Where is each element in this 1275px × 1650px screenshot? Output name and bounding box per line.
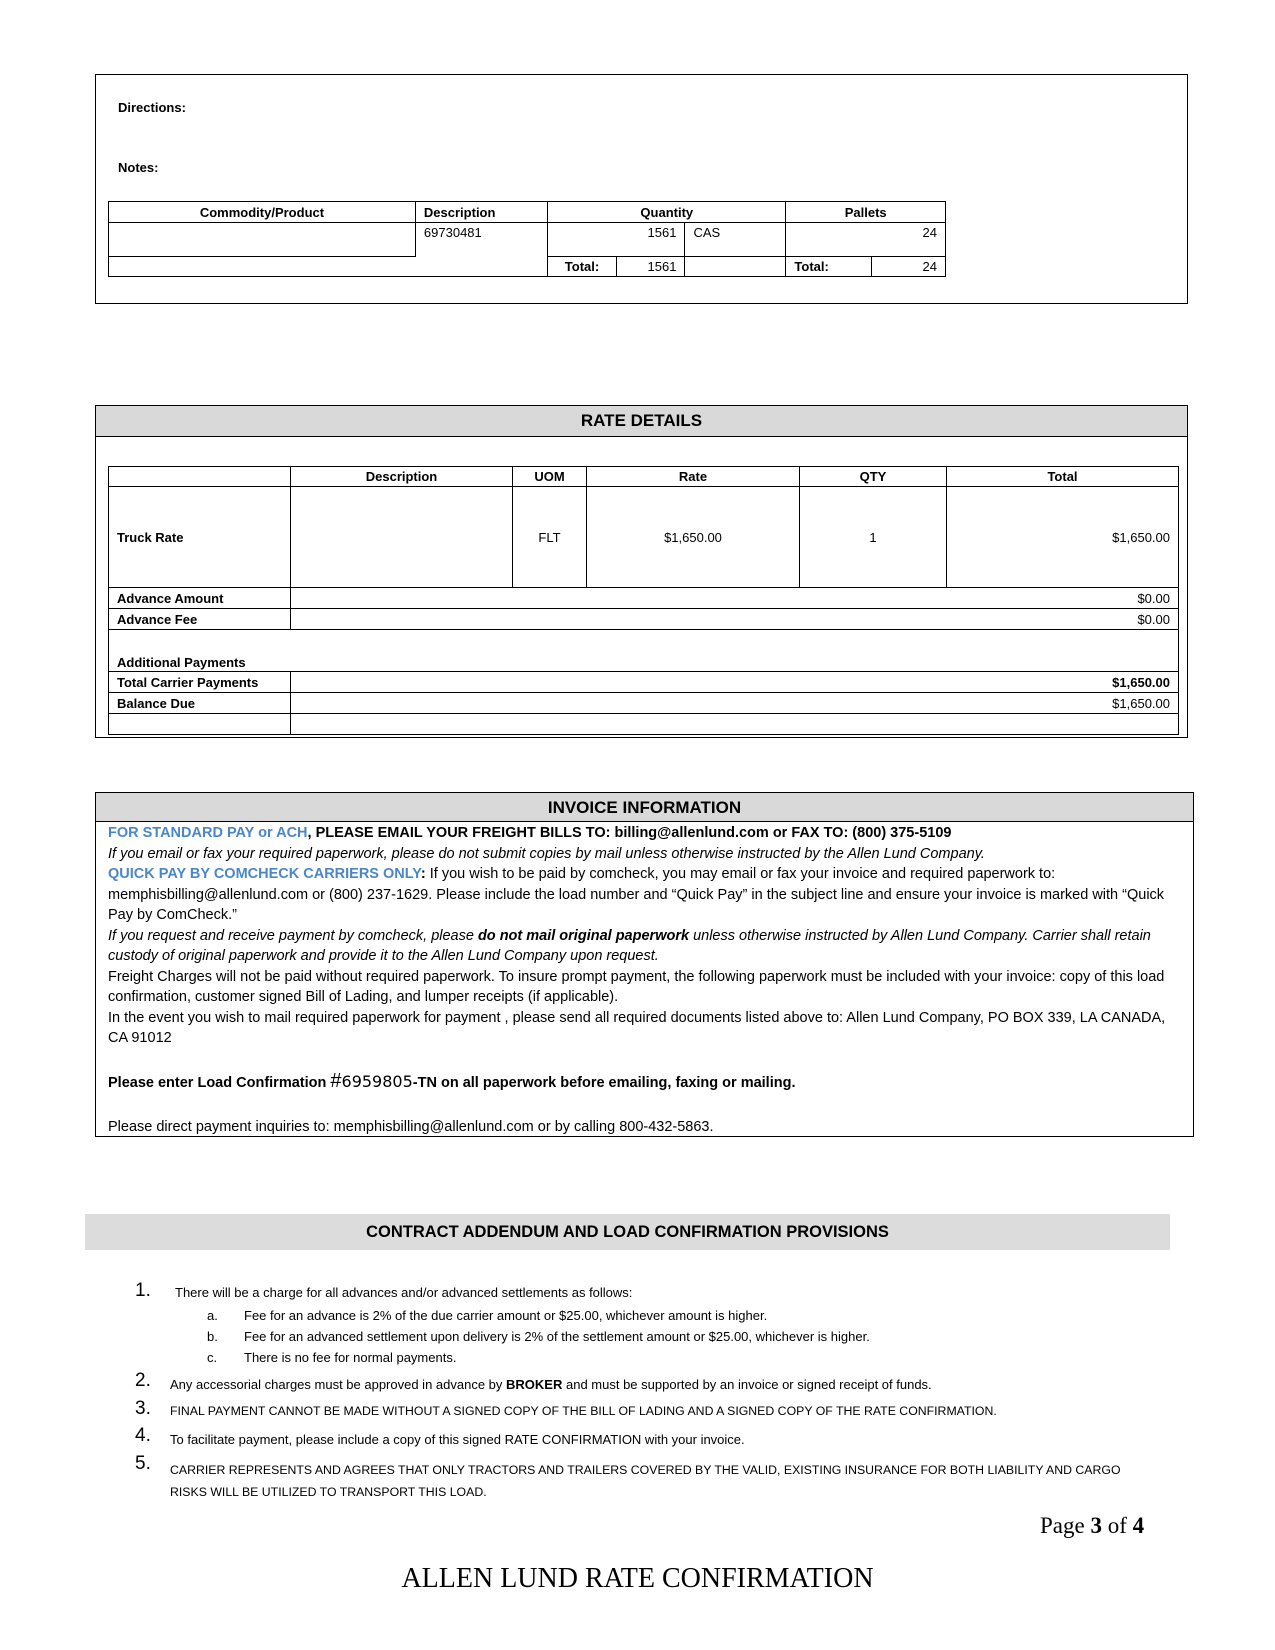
provision-text-3: FINAL PAYMENT CANNOT BE MADE WITHOUT A SIGNED COPY OF THE BILL OF LADING AND A SIGNED COPY OF THE RATE CONFIRMATION. xyxy=(170,1404,997,1418)
description-header: Description xyxy=(415,202,547,223)
comcheck-paragraph xyxy=(108,926,1183,967)
provision-text-1: There will be a charge for all advances and/or advanced settlements as follows: xyxy=(175,1285,633,1300)
quick-pay-label: QUICK PAY BY COMCHECK CARRIERS ONLY xyxy=(108,866,421,882)
commodity-header: Commodity/Product xyxy=(109,202,416,223)
freight-charges-paragraph: Freight Charges will not be paid without required paperwork. To insure prompt payment, the following paperwork must be included with your invoice: copy of this load confirmation, customer signed Bill of Lading, and lumper receipts (if applicable). xyxy=(108,968,1165,1005)
quantity-total-label: Total: xyxy=(548,257,617,277)
total-unit-blank-cell xyxy=(685,257,786,277)
truck-rate-description xyxy=(291,487,513,588)
provision-number-1: 1. xyxy=(135,1280,151,1301)
truck-rate-rate: $1,650.00 xyxy=(587,487,800,588)
commodity-cell xyxy=(109,223,416,257)
rate-blank-cell-1 xyxy=(109,714,291,735)
rate-description-header: Description xyxy=(291,467,513,487)
quantity-header: Quantity xyxy=(548,202,786,223)
load-confirmation-hash: # xyxy=(330,1069,342,1092)
additional-payments-label: Additional Payments xyxy=(109,630,1179,672)
provisions-title: CONTRACT ADDENDUM AND LOAD CONFIRMATION PROVISIONS xyxy=(85,1214,1170,1250)
comcheck-text-bold: do not mail original paperwork xyxy=(477,927,690,944)
rate-blank-header xyxy=(109,467,291,487)
truck-rate-uom: FLT xyxy=(513,487,587,588)
page-prefix: Page xyxy=(1040,1513,1091,1538)
load-confirmation-text-2: -TN on all paperwork before emailing, faxing or mailing. xyxy=(412,1074,796,1091)
truck-rate-total: $1,650.00 xyxy=(947,487,1179,588)
standard-pay-note: If you email or fax your required paperwork, please do not submit copies by mail unless otherwise instructed by the Allen Lund Company. xyxy=(108,845,985,862)
total-header: Total xyxy=(947,467,1179,487)
mail-paragraph: In the event you wish to mail required paperwork for payment , please send all required documents listed above to: Allen Lund Company, PO BOX 339, LA CANADA, CA 91012 xyxy=(108,1009,1166,1046)
provision-number-2: 2. xyxy=(135,1370,151,1391)
load-confirmation-number: 6959805 xyxy=(341,1071,413,1091)
total-carrier-payments-label: Total Carrier Payments xyxy=(109,672,291,693)
payment-inquiries: Please direct payment inquiries to: memphisbilling@allenlund.com or by calling 800-432-5863. xyxy=(108,1119,714,1135)
load-confirmation-line xyxy=(108,1071,1183,1094)
sub-item-letter-c: c. xyxy=(207,1350,218,1365)
provision-number-5: 5. xyxy=(135,1453,151,1474)
unit-cell: CAS xyxy=(685,223,786,257)
provision-text-2a: Any accessorial charges must be approved in advance by xyxy=(170,1377,507,1392)
load-confirmation-text-1: Please enter Load Confirmation xyxy=(108,1074,331,1091)
provision-text-2b: and must be supported by an invoice or signed receipt of funds. xyxy=(562,1377,932,1392)
provision-text-5: CARRIER REPRESENTS AND AGREES THAT ONLY TRACTORS AND TRAILERS COVERED BY THE VALID, EXISTING INSURANCE FOR BOTH LIABILITY AND CARGO RISKS WILL BE UTILIZED TO TRANSPORT THIS LOAD. xyxy=(170,1463,1121,1499)
standard-pay-instructions: , PLEASE EMAIL YOUR FREIGHT BILLS TO: billing@allenlund.com or FAX TO: (800) 375-5109 xyxy=(307,825,952,841)
provision-number-3: 3. xyxy=(135,1398,151,1419)
provision-number-4: 4. xyxy=(135,1425,151,1446)
pallets-total-label: Total: xyxy=(786,257,872,277)
comcheck-text-2: unless otherwise instructed by Allen Lund Company. Carrier shall retain custody of original paperwork and provide it to the Allen Lund Company upon request. xyxy=(108,927,1151,964)
quick-pay-paragraph xyxy=(108,864,1183,926)
provision-text-2-bold: BROKER xyxy=(506,1377,563,1392)
page-current: 3 xyxy=(1090,1513,1102,1538)
rate-table xyxy=(108,466,1179,735)
quantity-cell: 1561 xyxy=(548,223,685,257)
advance-fee-label: Advance Fee xyxy=(109,609,291,630)
pallets-header: Pallets xyxy=(786,202,946,223)
rate-details-section xyxy=(95,405,1188,738)
commodity-table xyxy=(108,201,946,277)
page-number xyxy=(1040,1513,1144,1539)
provision-text-2 xyxy=(170,1377,932,1392)
qty-header: QTY xyxy=(800,467,947,487)
quick-pay-text: If you wish to be paid by comcheck, you may email or fax your invoice and required paperwork to: memphisbilling@allenlund.com or (800) 237-1629. Please include the load number and “Quick Pay” in the subject line and ensure your invoice is marked with “Quick Pay by ComCheck.” xyxy=(108,866,1165,923)
uom-header: UOM xyxy=(513,467,587,487)
comcheck-text-1: If you request and receive payment by comcheck, please xyxy=(108,927,478,944)
shipment-section xyxy=(95,74,1188,304)
invoice-section xyxy=(95,792,1194,1137)
description-cell: 69730481 xyxy=(415,223,547,257)
sub-item-letter-b: b. xyxy=(207,1329,218,1344)
rate-details-title: RATE DETAILS xyxy=(96,406,1187,437)
total-blank-cell xyxy=(109,257,548,277)
sub-item-text-c: There is no fee for normal payments. xyxy=(244,1350,457,1365)
quick-pay-colon: : xyxy=(420,866,426,882)
pallets-cell: 24 xyxy=(786,223,946,257)
rate-blank-cell-2 xyxy=(291,714,1179,735)
truck-rate-qty: 1 xyxy=(800,487,947,588)
balance-due-value: $1,650.00 xyxy=(291,693,1179,714)
sub-item-text-b: Fee for an advanced settlement upon delivery is 2% of the settlement amount or $25.00, whichever is higher. xyxy=(244,1329,870,1344)
sub-item-text-a: Fee for an advance is 2% of the due carrier amount or $25.00, whichever amount is higher. xyxy=(244,1308,768,1323)
page-of: of xyxy=(1101,1513,1133,1538)
pallets-total-value: 24 xyxy=(872,257,946,277)
page-total: 4 xyxy=(1132,1513,1145,1538)
invoice-body xyxy=(108,823,1183,1138)
sub-item-letter-a: a. xyxy=(207,1308,218,1323)
document-title: ALLEN LUND RATE CONFIRMATION xyxy=(401,1563,874,1594)
truck-rate-label: Truck Rate xyxy=(109,487,291,588)
advance-amount-value: $0.00 xyxy=(291,588,1179,609)
provision-text-4: To facilitate payment, please include a copy of this signed RATE CONFIRMATION with your invoice. xyxy=(170,1432,745,1447)
notes-label: Notes: xyxy=(118,160,159,175)
standard-pay-line xyxy=(108,823,1183,844)
advance-amount-label: Advance Amount xyxy=(109,588,291,609)
balance-due-label: Balance Due xyxy=(109,693,291,714)
quantity-total-value: 1561 xyxy=(616,257,685,277)
invoice-title: INVOICE INFORMATION xyxy=(96,793,1193,822)
total-carrier-payments-value: $1,650.00 xyxy=(291,672,1179,693)
advance-fee-value: $0.00 xyxy=(291,609,1179,630)
standard-pay-label: FOR STANDARD PAY or ACH xyxy=(108,825,308,841)
directions-label: Directions: xyxy=(118,100,186,115)
rate-header: Rate xyxy=(587,467,800,487)
